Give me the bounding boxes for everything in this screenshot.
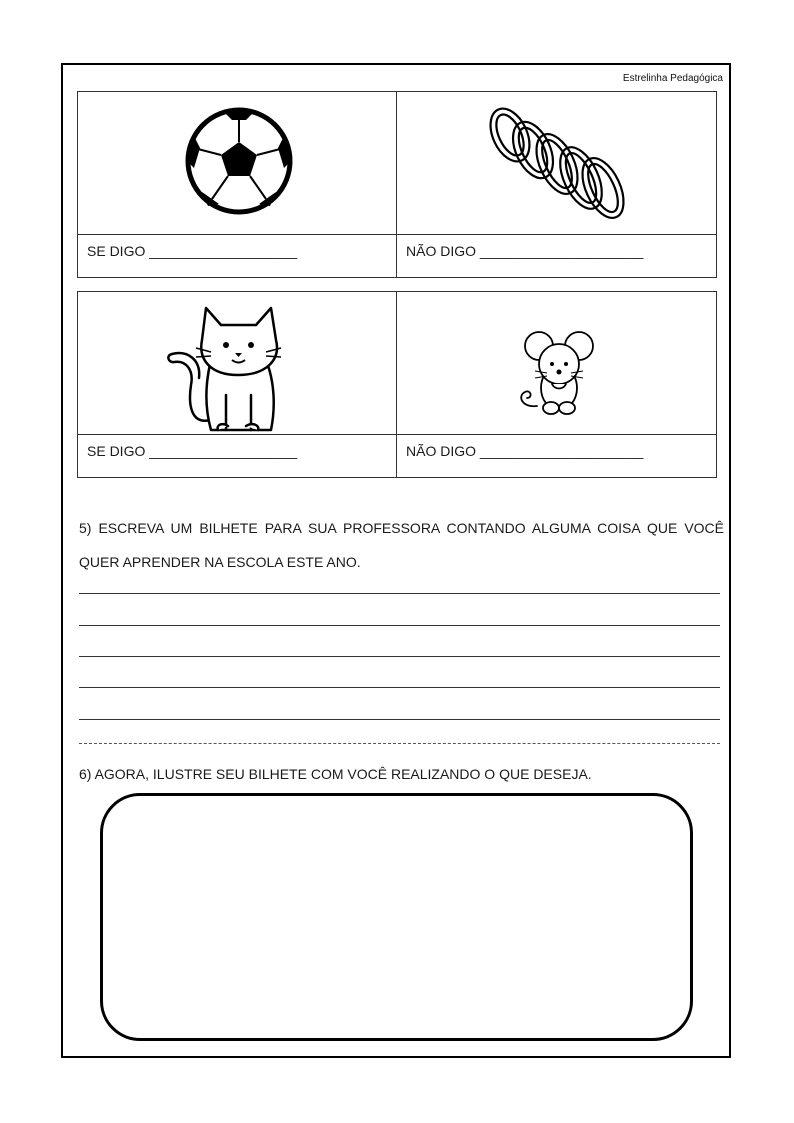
writing-line[interactable] (79, 687, 720, 688)
picture-cell-spring (397, 92, 716, 235)
picture-cell-cat (78, 292, 397, 435)
drawing-box[interactable] (100, 793, 693, 1041)
cat-icon (166, 300, 286, 435)
mouse-icon (517, 326, 602, 421)
writing-line[interactable] (79, 743, 720, 744)
writing-line[interactable] (79, 625, 720, 626)
dont-say-word-label: NÃO DIGO _____________________ (406, 243, 644, 259)
writing-line[interactable] (79, 719, 720, 720)
brand-label: Estrelinha Pedagógica (622, 73, 723, 84)
question-5-text: 5) ESCREVA UM BILHETE PARA SUA PROFESSORA CONTANDO ALGUMA COISA QUE VOCÊ QUER APRENDER NA ESCOLA ESTE ANO. (79, 520, 724, 570)
picture-cell-soccer-ball (78, 92, 397, 235)
say-word-label: SE DIGO ___________________ (78, 235, 397, 277)
say-word-label: SE DIGO ___________________ (78, 435, 397, 477)
spring-icon (475, 100, 635, 225)
question-6-text: 6) AGORA, ILUSTRE SEU BILHETE COM VOCÊ REALIZANDO O QUE DESEJA. (79, 766, 592, 782)
soccer-ball-icon (184, 106, 294, 216)
picture-cell-mouse (397, 292, 716, 435)
word-card-1 (77, 91, 717, 278)
writing-line[interactable] (79, 656, 720, 657)
word-card-2 (77, 291, 717, 478)
dont-say-word-label: NÃO DIGO _____________________ (406, 443, 644, 459)
writing-line[interactable] (79, 593, 720, 594)
